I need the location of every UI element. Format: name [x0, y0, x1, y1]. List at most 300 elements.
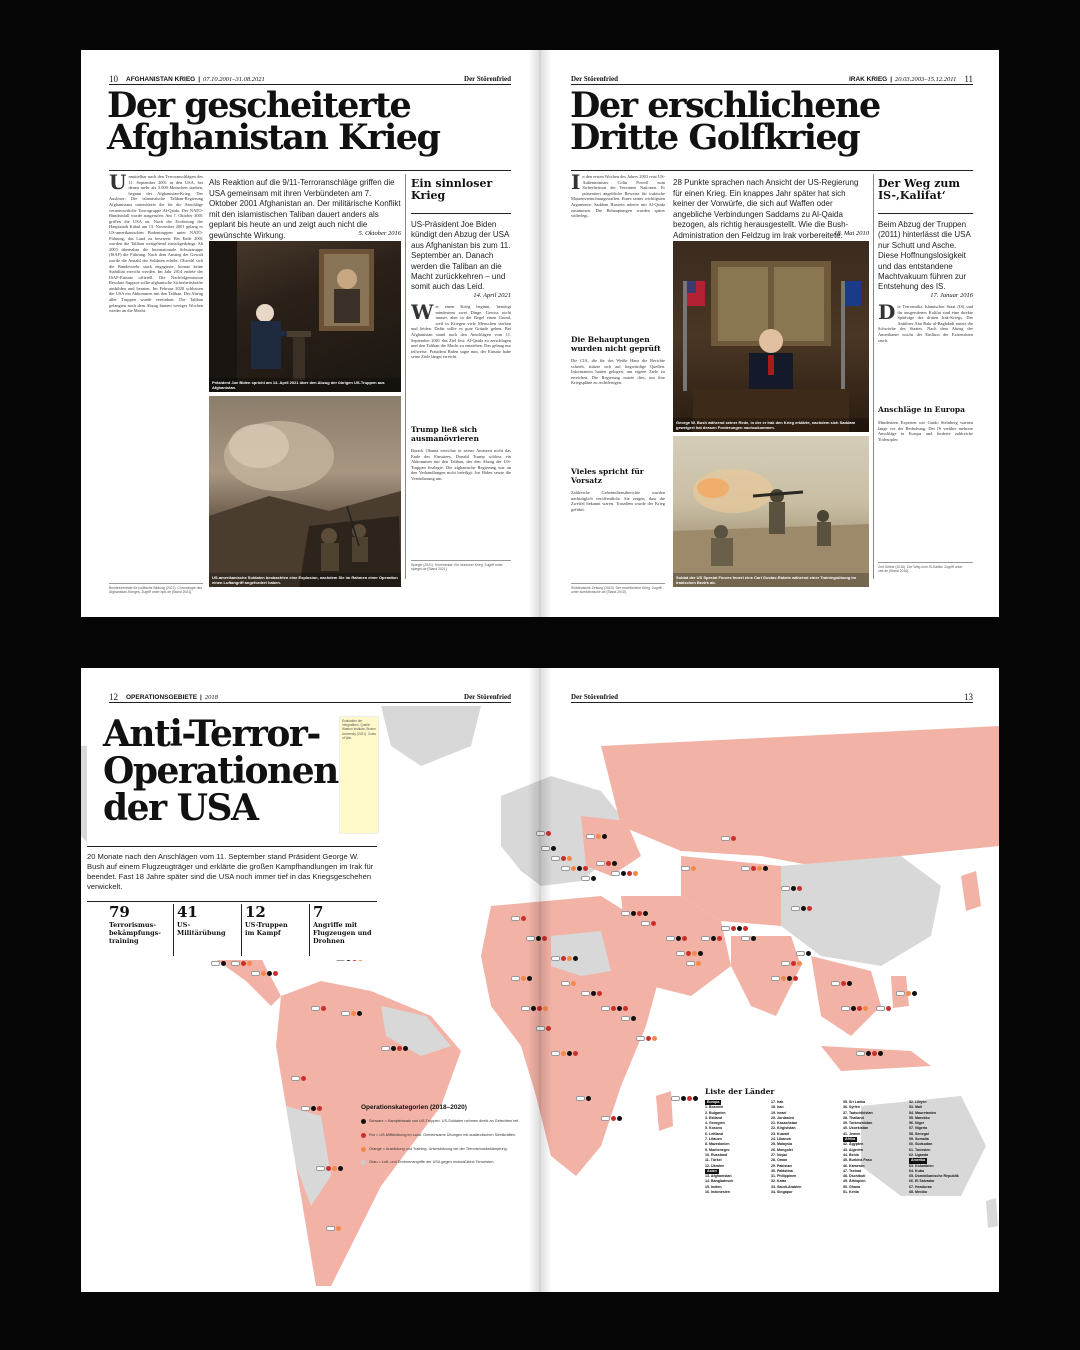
country-name: 23. Kuwait [771, 1131, 789, 1136]
category-dot-icon [361, 1133, 366, 1138]
sidebar-date: 17. Januar 2016 [930, 292, 973, 299]
country-name: 45. Burkina Faso [843, 1158, 872, 1163]
operation-marker-icon [311, 1006, 326, 1011]
country-name: 16. Indonesien [705, 1190, 730, 1195]
country-name: Amerika [911, 1158, 926, 1163]
marker-label-pill [641, 921, 650, 926]
photo-biden-speech [209, 241, 401, 392]
marker-dot-icon [857, 1006, 862, 1011]
country-name: 52. Libyen [909, 1100, 927, 1104]
country-name: 12. Ukraine [705, 1163, 725, 1168]
marker-label-pill [781, 886, 790, 891]
marker-label-pill [326, 1226, 335, 1231]
marker-dot-icon [221, 961, 226, 966]
page-header-right [571, 692, 973, 703]
map-russia [601, 726, 999, 871]
marker-dot-icon [693, 1096, 698, 1101]
operation-marker-icon [686, 961, 701, 966]
country-name: 29. Pakistan [771, 1163, 792, 1168]
section-label: OPERATIONSGEBIETE [126, 693, 198, 701]
marker-dot-icon [591, 991, 596, 996]
country-name: 10. Russland [705, 1152, 728, 1157]
marker-dot-icon [611, 1116, 616, 1121]
sidebar-lead: Beim Abzug der Truppen (2011) hinterlässt die USA nur Schutt und Asche. Diese Hoffnungslosigkeit und das entstandene Machtvakuum führen zur Entstehung des IS. [878, 220, 971, 292]
marker-dot-icon [751, 936, 756, 941]
operation-marker-icon [601, 1006, 628, 1011]
country-name: 2. Bulgarien [705, 1110, 726, 1115]
stat-label: US-Truppen im Kampf [245, 921, 288, 937]
marker-label-pill [856, 1051, 865, 1056]
marker-dot-icon [606, 861, 611, 866]
operation-marker-icon [541, 846, 556, 851]
marker-dot-icon [617, 1006, 622, 1011]
marker-label-pill [291, 1076, 300, 1081]
marker-label-pill [611, 871, 620, 876]
marker-dot-icon [596, 834, 601, 839]
operation-marker-icon [741, 936, 756, 941]
marker-label-pill [521, 1006, 530, 1011]
operation-marker-icon [611, 871, 638, 876]
map-japan [961, 871, 981, 911]
category-text: Grau = Luft- und Drohnenangriffe der USA gegen mutmaßliche Terroristen. [369, 1160, 495, 1165]
marker-label-pill [311, 1006, 320, 1011]
country-name: 46. Kamerun [843, 1163, 865, 1168]
marker-dot-icon [546, 831, 551, 836]
stat-divider [241, 904, 242, 956]
marker-dot-icon [273, 971, 278, 976]
marker-dot-icon [797, 886, 802, 891]
marker-dot-icon [631, 1016, 636, 1021]
marker-dot-icon [651, 921, 656, 926]
country-name: 37. Tadschikistan [843, 1110, 873, 1115]
marker-dot-icon [583, 866, 588, 871]
stats-rule [87, 901, 377, 902]
marker-label-pill [581, 991, 590, 996]
stat-exercise [177, 904, 237, 938]
marker-dot-icon [527, 976, 532, 981]
marker-dot-icon [841, 981, 846, 986]
operation-marker-icon [721, 836, 736, 841]
categories-title: Operationskategorien (2018–2020) [361, 1104, 467, 1111]
sidebar-date: 14. April 2021 [473, 292, 511, 299]
marker-label-pill [741, 936, 750, 941]
source-footnote: Süddeutsche Zeitung (2010). Der erschlichene Krieg. Zugriff unter sueddeutsche.de [Stand 2010]. [571, 583, 665, 595]
publication-name: Der Störenfried [571, 75, 618, 83]
marker-dot-icon [791, 886, 796, 891]
marker-label-pill [341, 1011, 350, 1016]
country-name: 47. Tschad [843, 1168, 862, 1173]
map-nz [986, 1198, 998, 1228]
marker-dot-icon [521, 976, 526, 981]
marker-dot-icon [731, 836, 736, 841]
country-name: 61. Tunesien [909, 1147, 931, 1152]
marker-label-pill [526, 936, 535, 941]
marker-dot-icon [247, 961, 252, 966]
article-column-1 [571, 174, 665, 334]
operation-marker-icon [511, 916, 526, 921]
category-text: Rot = US-Militärübung im Land. Gemeinsame Übungen mit ausländischen Streitkräften. [369, 1132, 517, 1137]
operation-marker-icon [551, 956, 578, 961]
marker-dot-icon [321, 1006, 326, 1011]
article-column-1b: Die CIA, die für das Weiße Haus die Berichte schrieb, stützte sich auf fragwürdige Quellen. Informanten hatten gelogen, um eigene Ziele zu erreichen. Die Regierung nutzte dies, um ihre Kriegspläne zu rechtfertigen. [571, 358, 665, 386]
marker-label-pill [676, 951, 685, 956]
map-indonesia [821, 1046, 931, 1071]
marker-dot-icon [567, 1051, 572, 1056]
sidebar-heading: Der Weg zum IS-‚Kalifat‘ [878, 177, 961, 202]
country-name: 38. Thailand [843, 1115, 864, 1120]
marker-dot-icon [621, 871, 626, 876]
country-name: 6. Lettland [705, 1131, 723, 1136]
photo-special-forces [673, 436, 869, 587]
marker-dot-icon [686, 951, 691, 956]
operation-marker-icon [771, 976, 798, 981]
operation-marker-icon [876, 1006, 891, 1011]
title-line-1: Der erschlichene [570, 85, 880, 126]
country-name: 20. Jordanien [771, 1115, 795, 1120]
marker-label-pill [896, 991, 905, 996]
title-rule [87, 846, 377, 847]
country-item [909, 1190, 971, 1195]
marker-label-pill [581, 876, 590, 881]
country-name: 1. Bosnien [705, 1105, 724, 1110]
operation-marker-icon [601, 1116, 622, 1121]
country-name: 17. Irak [771, 1100, 784, 1104]
marker-dot-icon [338, 1166, 343, 1171]
country-name: 32. Katar [771, 1179, 787, 1184]
marker-dot-icon [623, 1006, 628, 1011]
country-name: 40. Usbekistan [843, 1126, 869, 1131]
marker-dot-icon [872, 1051, 877, 1056]
article-intro: 28 Punkte sprachen nach Ansicht der US-Regierung für einen Krieg. Ein knappes Jahr später hat sich keiner der Vorwürfe, die sich auf Waffen oder angebliche Verbindungen Saddams zu Al-Qaida bezogen, als richtig herausgestellt. Wie die Bush-Administration den Feldzug im Irak vorbereitete. [673, 178, 859, 240]
marker-dot-icon [611, 1006, 616, 1011]
operation-marker-icon [251, 971, 278, 976]
marker-dot-icon [687, 1096, 692, 1101]
category-item [361, 1160, 521, 1165]
country-name: 65. Dominikanische Republik [909, 1174, 959, 1179]
marker-dot-icon [676, 936, 681, 941]
marker-dot-icon [652, 1036, 657, 1041]
country-name: 4. Georgien [705, 1121, 725, 1126]
marker-dot-icon [731, 926, 736, 931]
country-name: 14. Bangladesch [705, 1179, 734, 1184]
marker-dot-icon [537, 1006, 542, 1011]
marker-dot-icon [571, 981, 576, 986]
page-header-left: 10 AFGHANISTAN KRIEG | 07.10.2001–31.08.2021 Der Störenfried [109, 74, 511, 84]
marker-label-pill [741, 866, 750, 871]
country-name: 42. Ägypten [843, 1142, 864, 1147]
title-line-2: Dritte Golfkrieg [570, 117, 860, 159]
country-name: 44. Benin [843, 1152, 859, 1157]
title-line-1: Anti-Terror- [103, 713, 320, 755]
marker-dot-icon [627, 871, 632, 876]
country-name: 5. Kosovo [705, 1126, 723, 1131]
country-name: 60. Südsudan [909, 1142, 933, 1147]
marker-dot-icon [717, 936, 722, 941]
marker-dot-icon [326, 1166, 331, 1171]
marker-dot-icon [617, 1116, 622, 1121]
drop-cap: U [109, 174, 127, 194]
marker-dot-icon [737, 926, 742, 931]
drop-cap: D [878, 304, 896, 324]
country-column [843, 1100, 905, 1195]
marker-dot-icon [711, 936, 716, 941]
marker-dot-icon [631, 911, 636, 916]
marker-label-pill [771, 976, 780, 981]
marker-dot-icon [546, 1026, 551, 1031]
operation-marker-icon [381, 1046, 408, 1051]
marker-dot-icon [807, 906, 812, 911]
drop-cap: W [411, 304, 434, 324]
article-text: ie Terrormiliz Islamischer Staat (IS) und ihr ausgerufenes Kalifat sind eine direkte Spätfolge des dritten Irak-Kriegs. Der Anführer Abu Bakr al-Baghdadi nutzte die Schwäche des Staates. Nach dem Abzug der Amerikaner wuchs der Einfluss der Extremisten rasch. [878, 304, 973, 343]
stat-number: 7 [313, 903, 324, 921]
marker-label-pill [381, 1046, 390, 1051]
marker-dot-icon [267, 971, 272, 976]
marker-dot-icon [573, 1051, 578, 1056]
country-name: 7. Litauen [705, 1137, 722, 1142]
operation-marker-icon [856, 1051, 883, 1056]
country-name: 3. Estland [705, 1115, 722, 1120]
article-intro: Als Reaktion auf die 9/11-Terroranschläge griffen die USA gemeinsam mit ihren Verbündeten am 7. Oktober 2001 Afghanistan an. Der militärische Konflikt mit den islamistischen Taliban dauert anders als geplant bis heute an und zeigt auch nicht die gewünschte Wirkung. [209, 178, 401, 240]
page-number: 10 [109, 74, 118, 84]
country-name: 67. Honduras [909, 1184, 932, 1189]
marker-label-pill [551, 856, 560, 861]
country-name: 53. Mali [909, 1105, 922, 1110]
country-name: 9. Montenegro [705, 1147, 730, 1152]
stat-number: 12 [245, 903, 266, 921]
operation-marker-icon [551, 1051, 578, 1056]
bush-illustration [673, 241, 869, 432]
operation-marker-icon [536, 831, 551, 836]
marker-label-pill [876, 1006, 885, 1011]
category-text: Schwarz = Kampfeinsatz von US-Truppen. US-Soldaten nehmen direkt an Gefechten teil. [369, 1119, 520, 1123]
marker-label-pill [541, 846, 550, 851]
marker-dot-icon [336, 1226, 341, 1231]
country-name: 68. Mexiko [909, 1190, 928, 1195]
country-name: 19. Israel [771, 1110, 787, 1115]
category-dot-icon [361, 1160, 366, 1165]
sidebar-heading: Ein sinnloser Krieg [411, 177, 493, 202]
operation-marker-icon [561, 981, 576, 986]
country-name: 31. Philippinen [771, 1174, 797, 1179]
page-header-right: Der Störenfried IRAK KRIEG | 20.03.2003–15.12.2011 11 [571, 74, 973, 84]
title-line-2: Afghanistan Krieg [107, 117, 440, 159]
marker-label-pill [586, 834, 595, 839]
magazine-spread-map [81, 668, 999, 1292]
marker-dot-icon [906, 991, 911, 996]
marker-dot-icon [691, 866, 696, 871]
marker-dot-icon [696, 961, 701, 966]
marker-dot-icon [878, 1051, 883, 1056]
marker-label-pill [301, 1106, 310, 1111]
operation-marker-icon [521, 1006, 548, 1011]
marker-dot-icon [847, 981, 852, 986]
publication-name: Der Störenfried [464, 693, 511, 701]
marker-dot-icon [561, 956, 566, 961]
country-name: 58. Senegal [909, 1131, 929, 1136]
marker-dot-icon [577, 866, 582, 871]
photo-soldiers-explosion [209, 396, 401, 587]
marker-dot-icon [261, 971, 266, 976]
marker-dot-icon [531, 1006, 536, 1011]
country-name: 64. Kuba [909, 1168, 924, 1173]
country-name: 36. Syrien [843, 1105, 860, 1110]
page-title-afghanistan [107, 85, 440, 159]
title-line-1: Der gescheiterte [107, 85, 411, 126]
operation-marker-icon [676, 951, 703, 956]
operation-marker-icon [596, 861, 617, 866]
marker-label-pill [686, 961, 695, 966]
marker-label-pill [316, 1166, 325, 1171]
photo-caption: Soldat der US Special Forces feuert eine Carl Gustav-Rakete während einer Trainingsübung im irakischen Bezirk ab. [673, 573, 869, 587]
marker-dot-icon [612, 861, 617, 866]
article-column-3 [878, 304, 973, 404]
country-name: Afrika [845, 1137, 856, 1142]
photo-caption: George W. Bush während seiner Rede, in der er Irak den Krieg erklärte, nachdem sich Saddam geweigert hat dessen Forderungen nachzukommen. [673, 418, 869, 432]
operation-marker-icon [211, 961, 226, 966]
map-greenland [381, 706, 481, 766]
country-name: 35. Sri Lanka [843, 1100, 866, 1104]
marker-dot-icon [567, 856, 572, 861]
country-name: 24. Libanon [771, 1137, 791, 1142]
stat-label: Terrorismus-bekämpfungs-training [109, 921, 161, 945]
publication-name: Der Störenfried [571, 693, 618, 701]
operation-marker-icon [526, 936, 547, 941]
marker-dot-icon [571, 866, 576, 871]
operation-marker-icon [231, 961, 252, 966]
article-text: nmittelbar nach den Terroranschlägen des 11. September 2001 in den USA, bei denen mehr als 3.000 Menschen starben, begann der Afghanistan-Krieg. Der Auslöser: Die islamistische Taliban-Regierung Afghanistans unterstützte die für die Anschläge verantwortliche Terrorgruppe Al-Qaida. Der NATO-Bündnisfall wurde ausgerufen. Am 7. Oktober 2001 griffen die USA an. Nach der Eroberung der Hauptstadt Kabul am 13. November 2001 gelang es US-amerikanischen Bodentruppen unter NATO-Führung, das Land zu besetzen. Bis Ende 2001 wurden die Taliban weitgehend zurückgedrängt. Ab 2003 übernahm die Internationale Schutztruppe (ISAF) die Führung. Nach dem Anstieg der Gewalt wurde die Anzahl der Soldaten erhöht. Obwohl sich die Bundeswehr stark engagierte, konnte keine Stabilität erreicht werden. Im Jahr 2014 endete der ISAF-Einsatz offiziell. Die Nachfolgemission Resolute Support sollte afghanische Sicherheitskräfte ausbilden und beraten. Im Februar 2020 schlossen die USA ein Abkommen mit den Taliban. Der Abzug aller Truppen wurde vereinbart. Die Taliban gelangten nach dem Abzug binnen weniger Wochen wieder an die Macht. [109, 174, 203, 314]
marker-dot-icon [787, 976, 792, 981]
marker-label-pill [681, 866, 690, 871]
article-column-3 [411, 304, 511, 424]
operation-marker-icon [291, 1076, 306, 1081]
marker-dot-icon [403, 1046, 408, 1051]
stat-training [109, 904, 169, 945]
marker-label-pill [636, 1036, 645, 1041]
country-name: 54. Mauretanien [909, 1110, 937, 1115]
category-text: Orange = Ausbildung und Training. Unterstützung bei der Terrorismusbekämpfung. [369, 1146, 508, 1151]
date-range: 07.10.2001–31.08.2021 [203, 75, 265, 83]
country-name: 30. Palästina [771, 1168, 793, 1173]
section-label: IRAK KRIEG [848, 75, 888, 83]
operation-marker-icon [586, 834, 607, 839]
marker-dot-icon [692, 951, 697, 956]
marker-label-pill [791, 906, 800, 911]
publication-name: Der Störenfried [464, 75, 511, 83]
biden-illustration [209, 241, 401, 392]
country-name: 21. Kasachstan [771, 1121, 798, 1126]
country-name: 59. Somalia [909, 1137, 929, 1142]
operation-marker-icon [666, 936, 687, 941]
country-name: 25. Malaysia [771, 1142, 792, 1147]
country-name: 43. Algerien [843, 1147, 864, 1152]
country-name: Asien [707, 1168, 717, 1173]
photo-bush-speech [673, 241, 869, 432]
photo-caption: US-amerikanische Soldaten beobachten eine Explosion, nachdem Sie im Rahmen einer Operation einen Luftangriff angefordert haben. [209, 573, 401, 587]
country-name: 55. Marokko [909, 1115, 930, 1120]
operation-marker-icon [581, 991, 602, 996]
marker-label-pill [671, 1096, 680, 1101]
marker-dot-icon [863, 1006, 868, 1011]
page-header-left: 12 OPERATIONSGEBIETE | 2018 Der Störenfried [109, 692, 511, 702]
category-dot-icon [361, 1119, 366, 1124]
country-name: 11. Türkei [705, 1158, 722, 1163]
marker-label-pill [796, 951, 805, 956]
category-item [361, 1147, 521, 1152]
operation-marker-icon [621, 1016, 636, 1021]
operation-marker-icon [581, 876, 596, 881]
category-item [361, 1119, 521, 1124]
marker-dot-icon [886, 1006, 891, 1011]
sidebar-rule [878, 213, 973, 214]
marker-dot-icon [866, 1051, 871, 1056]
operation-marker-icon [341, 1011, 362, 1016]
marker-dot-icon [561, 1051, 566, 1056]
marker-label-pill [621, 1016, 630, 1021]
operation-marker-icon [841, 1006, 868, 1011]
marker-dot-icon [602, 834, 607, 839]
marker-label-pill [211, 961, 220, 966]
column-divider [873, 174, 874, 579]
article-column-3b: Barack Obama erreichte in seiner Amtszeit nicht das Ende des Einsatzes. Donald Trump schloss ein Abkommen mit den Taliban, das den Abzug der US-Truppen festlegte. Die afghanische Regierung war an den Verhandlungen nicht beteiligt. Joe Biden setzte die Vereinbarung um. [411, 448, 511, 481]
marker-label-pill [596, 861, 605, 866]
sidebar-lead: US-Präsident Joe Biden kündigt den Abzug der USA aus Afghanistan bis zum 11. September an. Danach werden die Taliban an die Macht zurückkehren – und somit auch das Leid. [411, 220, 511, 292]
marker-dot-icon [397, 1046, 402, 1051]
country-name: 13. Afghanistan [705, 1174, 732, 1179]
marker-label-pill [576, 1096, 585, 1101]
country-name: 26. Mongolei [771, 1147, 793, 1152]
article-text: n den ersten Wochen des Jahres 2003 reist US-Außenminister Colin Powell zum Sicherheitsrat der Vereinten Nationen. Er präsentiert angebliche Beweise für irakische Massenvernichtungswaffen. Eines seiner wichtigsten Argumente: Saddam Hussein arbeite mit Al-Qaida zusammen. Die Behauptungen wurden später widerlegt. [571, 174, 665, 219]
intro-date: 18. Mai 2010 [834, 230, 869, 237]
marker-label-pill [551, 956, 560, 961]
operation-marker-icon [636, 1036, 657, 1041]
marker-dot-icon [797, 961, 802, 966]
marker-label-pill [721, 926, 730, 931]
marker-dot-icon [391, 1046, 396, 1051]
country-name: Europa [707, 1100, 720, 1104]
info-note-box: Evaluation der Infografiken. Quelle: Watson Institute, Brown University (2021). Costs of War. [339, 716, 379, 834]
country-name: 50. Ghana [843, 1184, 861, 1189]
marker-dot-icon [681, 1096, 686, 1101]
country-column [909, 1100, 971, 1195]
stat-combat [245, 904, 295, 938]
marker-dot-icon [793, 976, 798, 981]
marker-label-pill [621, 911, 630, 916]
marker-dot-icon [521, 916, 526, 921]
marker-dot-icon [791, 961, 796, 966]
source-footnote: Spiegel (2021). Kommentar: Ein sinnloser Krieg. Zugriff unter spiegel.de [Stand 2021]. [411, 560, 511, 572]
categories-legend [361, 1104, 521, 1216]
marker-dot-icon [542, 936, 547, 941]
country-item [843, 1190, 905, 1195]
marker-dot-icon [851, 1006, 856, 1011]
marker-dot-icon [698, 951, 703, 956]
marker-dot-icon [751, 866, 756, 871]
operation-marker-icon [721, 926, 748, 931]
article-subhead: Vieles spricht für Vorsatz [571, 467, 644, 485]
stat-drones [313, 904, 377, 945]
category-item [361, 1133, 521, 1138]
marker-dot-icon [573, 956, 578, 961]
marker-label-pill [841, 1006, 850, 1011]
article-subhead: Die Behauptungen wurden nicht geprüft [571, 335, 661, 353]
operation-marker-icon [511, 976, 532, 981]
sidebar-rule [411, 213, 511, 214]
operation-marker-icon [301, 1106, 322, 1111]
marker-dot-icon [543, 1006, 548, 1011]
country-name: 62. Uganda [909, 1152, 929, 1157]
stat-label: Angriffe mit Flugzeugen und Drohnen [313, 921, 372, 945]
country-name: 18. Iran [771, 1105, 784, 1110]
